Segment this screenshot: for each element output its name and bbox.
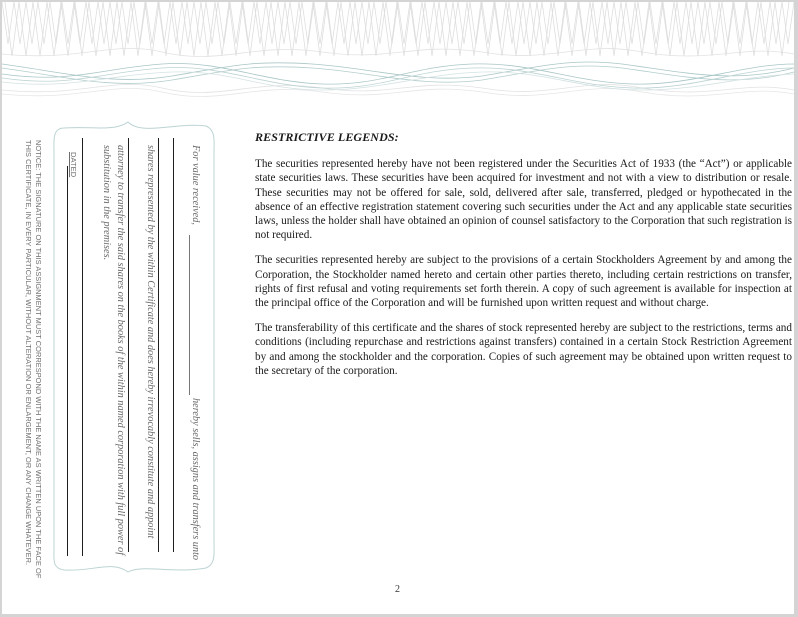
stock-assignment-panel [2, 2, 252, 614]
shares-represented-text: shares represented by the within Certificate and does hereby irrevocably constitute and appoint [145, 145, 156, 539]
notice-text-line-2: THIS CERTIFICATE, IN EVERY PARTICULAR, WITHOUT ALTERATION OR ENLARGEMENT, OR ANY CHANGE WHATEVER. [24, 140, 33, 566]
legend-paragraph-securities-act: The securities represented hereby have not been registered under the Securities Act of 1933 (the “Act”) or applicable state securities laws. These securities have been acquired for investment and not with a view to distribution or resale. These securities may not be offered for sale, sold, delivered after sale, transferred, pledged or hypothecated in the absence of an effective registration statement covering such securities under the Act and any applicable state securities laws, unless the holder shall have obtained an opinion of counsel satisfactory to the Corporation that such registration is not required. [255, 158, 792, 242]
dated-label: DATED [69, 152, 78, 178]
hereby-sells-text: hereby sells, assigns and transfers unto [190, 398, 201, 561]
dated-blank-line[interactable] [67, 166, 68, 556]
notice-text-line-1: NOTICE: THE SIGNATURE ON THIS ASSIGNMENT MUST CORRESPOND WITH THE NAME AS WRITTEN UPON THE FACE OF [34, 140, 43, 579]
substitution-text: substitution in the premises. [101, 145, 112, 261]
transferee-blank-line[interactable] [173, 138, 174, 552]
legend-paragraph-stock-restriction: The transferability of this certificate and the shares of stock represented hereby are subject to the restrictions, terms and conditions (including repurchase and restrictions against transfers) contained in a certain Stock Restriction Agreement by and among the stockholder and the corporation. Copies of such agreement may be obtained upon written request to the secretary of the corporation. [255, 322, 792, 377]
shares-count-blank-line[interactable] [158, 138, 159, 552]
certificate-back-page [2, 2, 794, 614]
restrictive-legends-section [255, 130, 792, 389]
signature-blank-line[interactable] [82, 138, 83, 556]
for-value-received-text: For value received, [190, 145, 201, 225]
for-value-blank-line[interactable] [189, 235, 190, 395]
legends-title: RESTRICTIVE LEGENDS: [255, 130, 399, 144]
legend-paragraph-stockholders-agreement: The securities represented hereby are subject to the provisions of a certain Stockholders Agreement by and among the Corporation, the Stockholder named hereto and certain other parties thereto, including certain restrictions on transfer, rights of first refusal and voting requirements set forth therein. A copy of such agreement is available for inspection at the principal office of the Corporation and will be furnished upon written request and without charge. [255, 254, 792, 310]
page-number: 2 [395, 584, 400, 595]
attorney-transfer-text: attorney to transfer the said shares on the books of the within named corporation with full power of [115, 145, 126, 556]
attorney-blank-line[interactable] [128, 138, 129, 552]
